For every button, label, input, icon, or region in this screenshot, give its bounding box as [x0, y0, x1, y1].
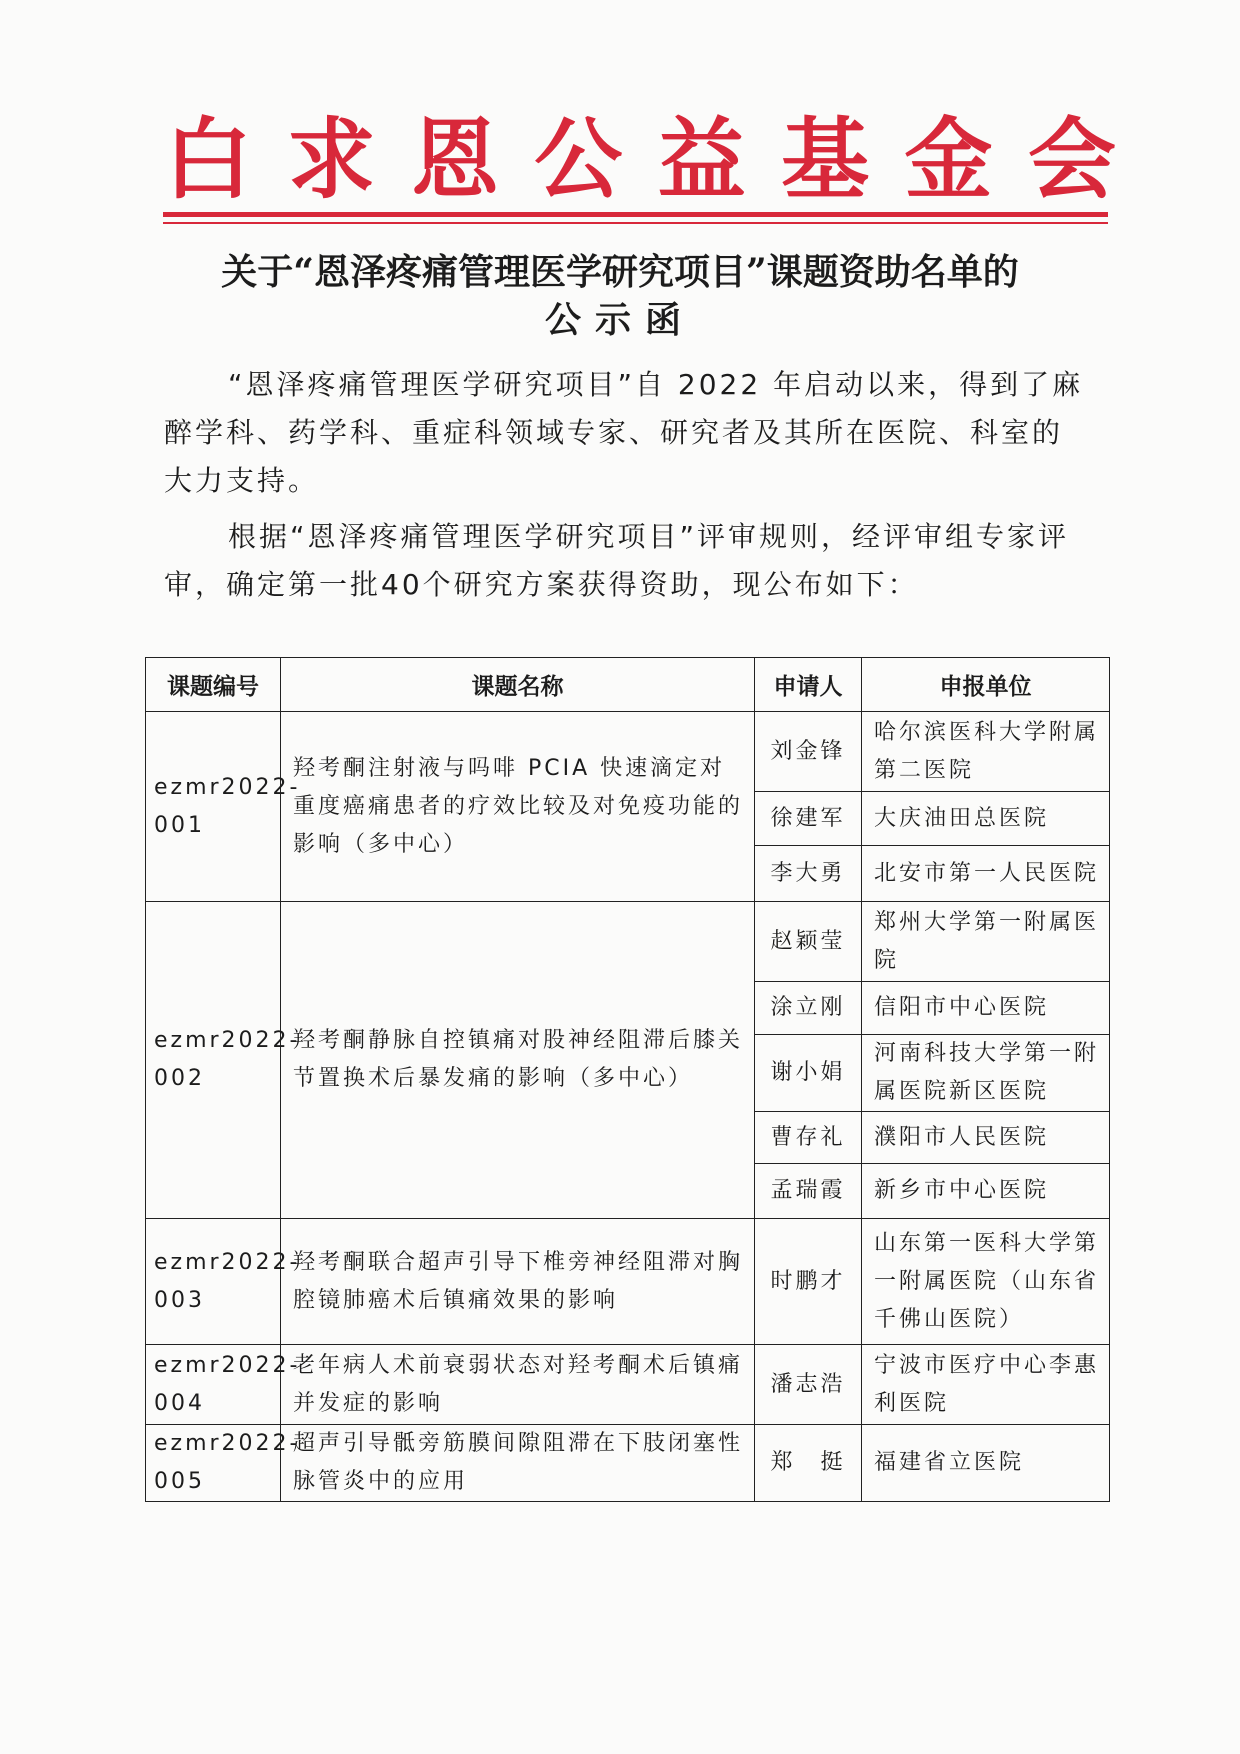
applicant-name: 赵颖莹: [755, 902, 862, 982]
applicant-unit: 福建省立医院: [862, 1425, 1110, 1502]
org-title-char: 金: [904, 108, 993, 211]
applicant-unit: 信阳市中心医院: [862, 982, 1110, 1035]
applicant-name: 时鹏才: [755, 1219, 862, 1345]
project-code: ezmr2022-003: [146, 1219, 281, 1345]
table-header-row: [146, 658, 1110, 712]
org-title-char: 基: [781, 108, 870, 211]
body-paragraph-1: “恩泽疼痛管理医学研究项目”自 2022 年启动以来，得到了麻醉学科、药学科、重症科领域专家、研究者及其所在医院、科室的大力支持。: [164, 368, 1084, 497]
project-topic: 羟考酮注射液与吗啡 PCIA 快速滴定对重度癌痛患者的疗效比较及对免疫功能的影响（多中心）: [281, 712, 755, 902]
project-code: ezmr2022-004: [146, 1345, 281, 1425]
org-title-char: 公: [534, 108, 623, 211]
applicant-name: 刘金锋: [755, 712, 862, 792]
org-title-char: 恩: [410, 108, 499, 211]
applicant-unit: 哈尔滨医科大学附属第二医院: [862, 712, 1110, 792]
header-institution: 申报单位: [862, 658, 1110, 712]
org-title-char: 益: [657, 108, 746, 211]
table-row: [146, 1219, 1110, 1345]
header-project-name: 课题名称: [281, 658, 755, 712]
applicant-unit: 河南科技大学第一附属医院新区医院: [862, 1035, 1110, 1112]
applicant-name: 李大勇: [755, 846, 862, 902]
table-row: [146, 1345, 1110, 1425]
table-row: [146, 902, 1110, 982]
applicant-unit: 濮阳市人民医院: [862, 1112, 1110, 1164]
applicant-name: 郑 挺: [755, 1425, 862, 1502]
project-topic: 羟考酮联合超声引导下椎旁神经阻滞对胸腔镜肺癌术后镇痛效果的影响: [281, 1219, 755, 1345]
project-code: ezmr2022-005: [146, 1425, 281, 1502]
applicant-name: 涂立刚: [755, 982, 862, 1035]
document-title-line1: 关于“恩泽疼痛管理医学研究项目”课题资助名单的: [221, 251, 1019, 293]
body-paragraph-2: 根据“恩泽疼痛管理医学研究项目”评审规则，经评审组专家评审，确定第一批40个研究方案获得资助，现公布如下：: [164, 520, 1070, 601]
grant-table: [145, 657, 1110, 1502]
letterhead-rule-thick: [163, 212, 1108, 217]
header-project-code: 课题编号: [146, 658, 281, 712]
applicant-unit: 郑州大学第一附属医院: [862, 902, 1110, 982]
table-row: [146, 712, 1110, 792]
project-topic: 超声引导骶旁筋膜间隙阻滞在下肢闭塞性脉管炎中的应用: [281, 1425, 755, 1502]
applicant-name: 谢小娟: [755, 1035, 862, 1112]
org-title-char: 白: [163, 108, 252, 211]
project-code: ezmr2022-002: [146, 902, 281, 1219]
project-topic: 羟考酮静脉自控镇痛对股神经阻滞后膝关节置换术后暴发痛的影响（多中心）: [281, 902, 755, 1219]
org-letterhead-title: [160, 105, 1120, 215]
applicant-name: 孟瑞霞: [755, 1164, 862, 1219]
project-code: ezmr2022-001: [146, 712, 281, 902]
header-applicant: 申请人: [755, 658, 862, 712]
letterhead-rule-thin: [163, 222, 1108, 224]
applicant-unit: 大庆油田总医院: [862, 792, 1110, 846]
project-topic: 老年病人术前衰弱状态对羟考酮术后镇痛并发症的影响: [281, 1345, 755, 1425]
document-title-line2: 公示函: [544, 299, 695, 341]
applicant-unit: 山东第一医科大学第一附属医院（山东省千佛山医院）: [862, 1219, 1110, 1345]
applicant-name: 曹存礼: [755, 1112, 862, 1164]
table-row: [146, 1425, 1110, 1502]
org-title-char: 求: [287, 108, 376, 211]
org-title-char: 会: [1027, 108, 1116, 211]
applicant-unit: 新乡市中心医院: [862, 1164, 1110, 1219]
applicant-unit: 北安市第一人民医院: [862, 846, 1110, 902]
applicant-unit: 宁波市医疗中心李惠利医院: [862, 1345, 1110, 1425]
applicant-name: 潘志浩: [755, 1345, 862, 1425]
applicant-name: 徐建军: [755, 792, 862, 846]
